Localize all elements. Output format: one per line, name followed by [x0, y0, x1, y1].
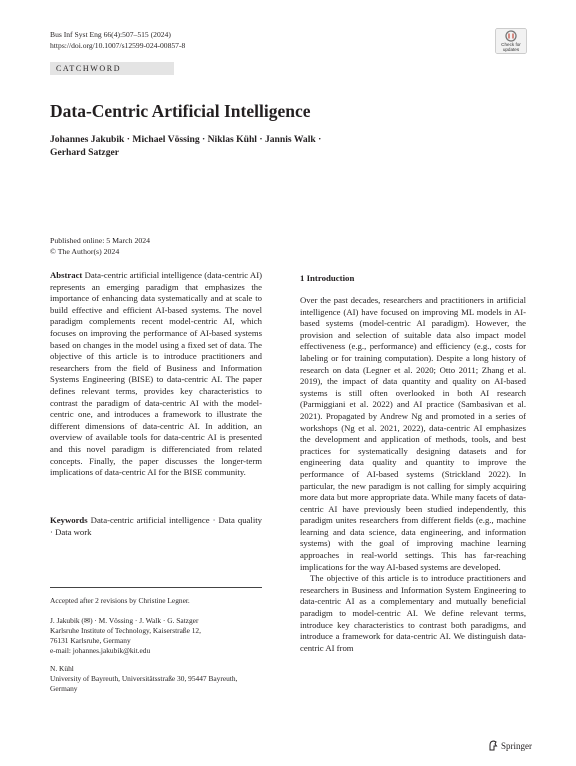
copyright-line: © The Author(s) 2024 — [50, 246, 120, 256]
journal-citation — [50, 30, 185, 51]
intro-paragraph: The objective of this article is to introduce practitioners and researchers in Business and Information System Engineering to data-centric AI as a complementary and mutually beneficial paradigm to model-centric AI. We define relevant terms, introduce key characteristics to contrast both paradigms, and introduce a framework for data-centric AI. We distinguish data-centric AI from — [300, 573, 526, 653]
affiliation-country: Germany — [50, 684, 78, 693]
publisher-logo — [488, 740, 532, 751]
abstract — [50, 270, 262, 479]
publication-info — [50, 236, 150, 257]
affiliation-city: 76131 Karlsruhe, Germany — [50, 636, 131, 645]
published-date: Published online: 5 March 2024 — [50, 236, 151, 245]
footnote-divider — [50, 587, 262, 588]
article-title: Data-Centric Artificial Intelligence — [50, 101, 311, 121]
author-list: Johannes Jakubik · Michael Vössing · Niklas Kühl · Jannis Walk · Gerhard Satzger — [50, 134, 322, 158]
abstract-label: Abstract — [50, 270, 83, 280]
affiliation-institution: University of Bayreuth, Universitätsstraße 30, 95447 Bayreuth, — [50, 674, 238, 683]
section-heading-introduction: 1 Introduction — [300, 273, 355, 283]
keywords-label: Keywords — [50, 515, 88, 525]
accepted-note: Accepted after 2 revisions by Christine Legner. — [50, 596, 190, 605]
check-updates-icon — [495, 28, 527, 54]
affiliation-names: N. Kühl — [50, 664, 74, 673]
section-label: CATCHWORD — [56, 64, 122, 73]
corresponding-email[interactable]: e-mail: johannes.jakubik@kit.edu — [50, 646, 151, 655]
publisher-name: Springer — [501, 740, 532, 751]
journal-line: Bus Inf Syst Eng 66(4):507–515 (2024) — [50, 30, 171, 39]
keywords — [50, 515, 262, 538]
intro-paragraph: Over the past decades, researchers and practitioners in artificial intelligence (AI) have focused on improving ML models in AI-based systems (model-centric AI paradigm). However, the provision and selection of suitable data also impact model effectiveness (e.g., performance) and efficiency (e.g., costs for labeling or for training computation). Despite a long history of research on data (Legner et al. 2020; Otto 2011; Zhang et al. 2019), the impact of data quantity and quality on AI-based systems is still often overlooked in both AI research (Parmiggiani et al. 2022) and AI practice (Sambasivan et al. 2021). Propagated by Andrew Ng and promoted in a series of workshops (Ng et al. 2021, 2022), data-centric AI emphasizes the development and application of methods, tools, and best practices for systematically designing datasets and for engineering data quality and quantity to improve the performance of AI-based systems (Strickland 2022). In particular, the new paradigm is not calling for simply acquiring more data but more appropriate data. While many facets of data-centric AI have previously been studied independently, this paradigm unites researchers from different fields (e.g., machine learning and data science, data engineering, and information systems) with the goal of improving machine learning approaches in real-world settings. This has far-reaching implications for the way AI-based systems are developed. — [300, 295, 526, 572]
abstract-text: Data-centric artificial intelligence (data-centric AI) represents an emerging paradigm that emphasizes the importance of enhancing data systematically and at scale to build effective and efficient AI-based systems. The novel paradigm complements recent model-centric AI, which focuses on improving the performance of AI-based systems based on changes in the model using a fixed set of data. The objective of this article is to introduce practitioners and researchers from the field of Business and Information Systems Engineering (BISE) to data-centric AI. The paper defines relevant terms, provides key characteristics to contrast the paradigm of data-centric AI with the model-centric one, and introduces a framework to illustrate the different dimensions of data-centric AI. In addition, an overview of available tools for data-centric AI is presented and this novel paradigm is differenciated from related concepts. Finally, the paper discusses the longer-term implications of data-centric AI for the BISE community. — [50, 270, 262, 478]
badge-line2: updates — [502, 47, 520, 52]
doi-link[interactable]: https://doi.org/10.1007/s12599-024-00857-8 — [50, 40, 186, 50]
keywords-text: Data-centric artificial intelligence · Data quality · Data work — [50, 515, 263, 537]
affiliation-1 — [50, 616, 276, 656]
springer-horse-icon — [488, 740, 498, 751]
affiliation-2 — [50, 664, 276, 694]
introduction-body — [300, 295, 526, 654]
check-for-updates-badge[interactable] — [495, 28, 527, 54]
affiliation-institution: Karlsruhe Institute of Technology, Kaiserstraße 12, — [50, 626, 201, 635]
affiliation-names: J. Jakubik (✉) · M. Vössing · J. Walk · G. Satzger — [50, 616, 199, 625]
badge-line1: Check for — [501, 42, 521, 47]
